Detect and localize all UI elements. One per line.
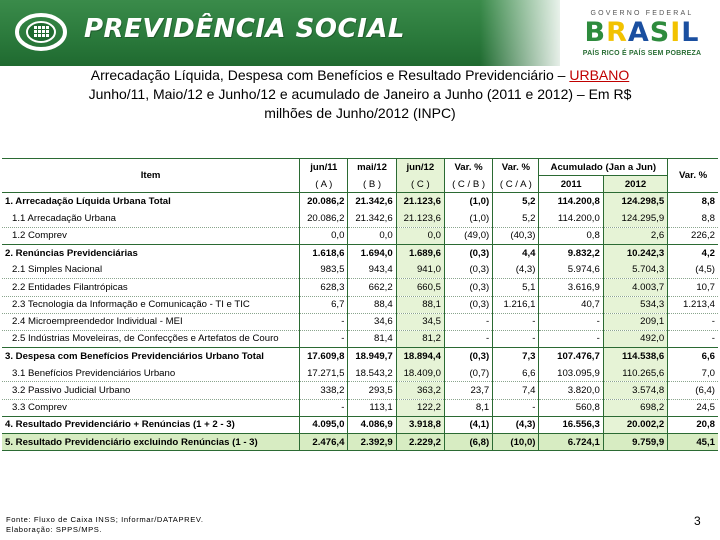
cell-c: 941,0 [396, 262, 444, 279]
brasil-letter: L [681, 17, 700, 48]
governo-federal-logo [572, 10, 712, 60]
col-header-var-cb: Var. % [444, 159, 492, 176]
cell-b: 34,6 [348, 313, 396, 330]
cell-ca: (4,3) [493, 262, 539, 279]
cell-a: - [300, 313, 348, 330]
cell-cb: (1,0) [444, 210, 492, 227]
cell-b: 1.694,0 [348, 244, 396, 261]
table-row [2, 416, 718, 433]
col-sub-b: ( B ) [348, 176, 396, 193]
cell-ca: (4,3) [493, 416, 539, 433]
cell-y12: 5.704,3 [603, 262, 667, 279]
col-sub-cb: ( C / B ) [444, 176, 492, 193]
table-row [2, 193, 718, 210]
cell-v: 226,2 [668, 227, 718, 244]
title-urbano: URBANO [569, 67, 630, 83]
cell-y12: 20.002,2 [603, 416, 667, 433]
cell-y11: 40,7 [539, 296, 603, 313]
cell-a: 0,0 [300, 227, 348, 244]
cell-ca: - [493, 330, 539, 347]
cell-y11: 560,8 [539, 399, 603, 416]
col-header-jun12: jun/12 [396, 159, 444, 176]
row-label: 2.2 Entidades Filantrópicas [2, 279, 300, 296]
brand-title: PREVIDÊNCIA SOCIAL [84, 14, 405, 44]
row-label: 2.1 Simples Nacional [2, 262, 300, 279]
row-label: 2. Renúncias Previdenciárias [2, 244, 300, 261]
cell-c: 18.409,0 [396, 365, 444, 382]
cell-y11: - [539, 313, 603, 330]
table-row [2, 296, 718, 313]
table-row [2, 399, 718, 416]
row-label: 1. Arrecadação Líquida Urbana Total [5, 196, 171, 208]
cell-v: (6,4) [668, 382, 718, 399]
cell-a: 4.095,0 [300, 416, 348, 433]
col-header-var-ca: Var. % [493, 159, 539, 176]
cell-v: 8,8 [668, 210, 718, 227]
cell-c: 21.123,6 [396, 193, 444, 210]
cell-v: 8,8 [668, 193, 718, 210]
title-line-1 [0, 66, 720, 85]
cell-ca: - [493, 399, 539, 416]
cell-cb: (0,7) [444, 365, 492, 382]
cell-a: 17.609,8 [300, 348, 348, 365]
cell-y12: 698,2 [603, 399, 667, 416]
cell-y11: 0,8 [539, 227, 603, 244]
cell-b: 21.342,6 [348, 210, 396, 227]
cell-cb: 8,1 [444, 399, 492, 416]
cell-v: 20,8 [668, 416, 718, 433]
cell-b: 18.543,2 [348, 365, 396, 382]
cell-y11: 3.616,9 [539, 279, 603, 296]
page-number: 3 [694, 514, 701, 528]
cell-ca: 7,3 [493, 348, 539, 365]
cell-b: 293,5 [348, 382, 396, 399]
cell-y11: - [539, 330, 603, 347]
table-row [2, 365, 718, 382]
brasil-letter: S [649, 17, 671, 48]
cell-c: 363,2 [396, 382, 444, 399]
cell-y12: 209,1 [603, 313, 667, 330]
cell-c: 2.229,2 [396, 434, 444, 451]
cell-a: 338,2 [300, 382, 348, 399]
cell-a: - [300, 399, 348, 416]
cell-cb: - [444, 330, 492, 347]
row-label: 2.4 Microempreendedor Individual - MEI [2, 313, 300, 330]
cell-ca: 4,4 [493, 244, 539, 261]
cell-a: 20.086,2 [300, 210, 348, 227]
col-header-acumulado: Acumulado (Jan a Jun) [539, 159, 668, 176]
cell-a: 628,3 [300, 279, 348, 296]
cell-ca: 5,2 [493, 210, 539, 227]
cell-v: 1.213,4 [668, 296, 718, 313]
cell-ca: 5,2 [493, 193, 539, 210]
cell-y12: 114.538,6 [603, 348, 667, 365]
cell-c: 88,1 [396, 296, 444, 313]
cell-y12: 4.003,7 [603, 279, 667, 296]
cell-b: 0,0 [348, 227, 396, 244]
cell-y11: 114.200,0 [539, 210, 603, 227]
cell-b: 943,4 [348, 262, 396, 279]
table-row [2, 348, 718, 365]
title-line-1-text: Arrecadação Líquida, Despesa com Benefícios e Resultado Previdenciário – [90, 67, 570, 83]
cell-y12: 9.759,9 [603, 434, 667, 451]
table-header-row [2, 159, 718, 176]
col-header-item: Item [2, 159, 300, 193]
cell-v: - [668, 313, 718, 330]
cell-y11: 6.724,1 [539, 434, 603, 451]
footer-notes [6, 515, 204, 535]
cell-y11: 103.095,9 [539, 365, 603, 382]
cell-c: 18.894,4 [396, 348, 444, 365]
table-row [2, 313, 718, 330]
col-sub-c: ( C ) [396, 176, 444, 193]
cell-y11: 9.832,2 [539, 244, 603, 261]
brasil-letter: A [627, 17, 650, 48]
cell-v: 7,0 [668, 365, 718, 382]
table-row [2, 434, 718, 451]
cell-v: 45,1 [668, 434, 718, 451]
col-sub-2011: 2011 [539, 176, 603, 193]
previdencia-logo-icon [14, 12, 68, 52]
gov-slogan: PAÍS RICO É PAÍS SEM POBREZA [582, 50, 702, 57]
brasil-letter: I [670, 17, 682, 48]
cell-b: 88,4 [348, 296, 396, 313]
cell-v: 24,5 [668, 399, 718, 416]
cell-v: 6,6 [668, 348, 718, 365]
row-label: 1.2 Comprev [2, 227, 300, 244]
row-label: 1.1 Arrecadação Urbana [2, 210, 300, 227]
page-title [0, 66, 720, 123]
cell-cb: (6,8) [444, 434, 492, 451]
cell-v: (4,5) [668, 262, 718, 279]
table-row [2, 244, 718, 261]
cell-ca: (10,0) [493, 434, 539, 451]
cell-c: 81,2 [396, 330, 444, 347]
col-header-var-acum: Var. % [668, 159, 718, 193]
brasil-letter: R [606, 17, 628, 48]
cell-cb: (49,0) [444, 227, 492, 244]
cell-c: 122,2 [396, 399, 444, 416]
title-line-3: milhões de Junho/2012 (INPC) [264, 105, 456, 121]
gov-top-label: GOVERNO FEDERAL [590, 10, 694, 17]
table-row [2, 262, 718, 279]
cell-cb: (0,3) [444, 262, 492, 279]
cell-y11: 107.476,7 [539, 348, 603, 365]
row-label: 3.1 Benefícios Previdenciários Urbano [2, 365, 300, 382]
cell-cb: (0,3) [444, 244, 492, 261]
cell-c: 0,0 [396, 227, 444, 244]
table-body [2, 193, 718, 451]
col-header-jun11: jun/11 [300, 159, 348, 176]
cell-a: 20.086,2 [300, 193, 348, 210]
cell-y12: 492,0 [603, 330, 667, 347]
cell-y12: 534,3 [603, 296, 667, 313]
cell-cb: - [444, 313, 492, 330]
cell-y12: 2,6 [603, 227, 667, 244]
row-label: 3. Despesa com Benefícios Previdenciários Urbano Total [2, 348, 300, 365]
cell-c: 660,5 [396, 279, 444, 296]
cell-cb: (0,3) [444, 279, 492, 296]
cell-a: 2.476,4 [300, 434, 348, 451]
cell-b: 81,4 [348, 330, 396, 347]
cell-c: 3.918,8 [396, 416, 444, 433]
brasil-wordmark [572, 18, 712, 48]
cell-c: 1.689,6 [396, 244, 444, 261]
cell-y11: 3.820,0 [539, 382, 603, 399]
table-row [2, 330, 718, 347]
banner-fade [480, 0, 570, 66]
cell-b: 4.086,9 [348, 416, 396, 433]
cell-b: 21.342,6 [348, 193, 396, 210]
cell-ca: 7,4 [493, 382, 539, 399]
cell-v: 10,7 [668, 279, 718, 296]
cell-c: 21.123,6 [396, 210, 444, 227]
col-sub-ca: ( C / A ) [493, 176, 539, 193]
cell-cb: (0,3) [444, 348, 492, 365]
row-label: 4. Resultado Previdenciário + Renúncias (1 + 2 - 3) [2, 416, 300, 433]
header-banner [0, 0, 720, 66]
cell-cb: (0,3) [444, 296, 492, 313]
footer-prepared: Elaboração: SPPS/MPS. [6, 525, 103, 534]
footer-source: Fonte: Fluxo de Caixa INSS; Informar/DATAPREV. [6, 515, 204, 524]
cell-b: 662,2 [348, 279, 396, 296]
row-label: 3.3 Comprev [2, 399, 300, 416]
cell-y12: 124.298,5 [603, 193, 667, 210]
cell-ca: (40,3) [493, 227, 539, 244]
cell-ca: 1.216,1 [493, 296, 539, 313]
cell-v: - [668, 330, 718, 347]
cell-y12: 3.574,8 [603, 382, 667, 399]
results-table [2, 158, 718, 451]
row-label: 3.2 Passivo Judicial Urbano [2, 382, 300, 399]
cell-v: 4,2 [668, 244, 718, 261]
cell-b: 2.392,9 [348, 434, 396, 451]
cell-cb: (1,0) [444, 193, 492, 210]
cell-y12: 110.265,6 [603, 365, 667, 382]
cell-b: 18.949,7 [348, 348, 396, 365]
cell-a: 6,7 [300, 296, 348, 313]
cell-ca: 6,6 [493, 365, 539, 382]
table-row [2, 227, 718, 244]
cell-a: 17.271,5 [300, 365, 348, 382]
col-sub-a: ( A ) [300, 176, 348, 193]
row-label: 2.5 Indústrias Moveleiras, de Confecções e Artefatos de Couro [2, 330, 300, 347]
cell-ca: - [493, 313, 539, 330]
cell-cb: (4,1) [444, 416, 492, 433]
cell-a: 983,5 [300, 262, 348, 279]
col-header-mai12: mai/12 [348, 159, 396, 176]
cell-y12: 10.242,3 [603, 244, 667, 261]
cell-y11: 16.556,3 [539, 416, 603, 433]
cell-a: 1.618,6 [300, 244, 348, 261]
cell-y12: 124.295,9 [603, 210, 667, 227]
cell-b: 113,1 [348, 399, 396, 416]
cell-y11: 114.200,8 [539, 193, 603, 210]
row-label: 5. Resultado Previdenciário excluindo Renúncias (1 - 3) [2, 434, 300, 451]
table-row [2, 210, 718, 227]
table-row [2, 279, 718, 296]
title-line-2: Junho/11, Maio/12 e Junho/12 e acumulado de Janeiro a Junho (2011 e 2012) – Em R$ [88, 86, 632, 102]
table-row [2, 382, 718, 399]
row-label: 2.3 Tecnologia da Informação e Comunicação - TI e TIC [2, 296, 300, 313]
col-sub-2012: 2012 [603, 176, 667, 193]
cell-ca: 5,1 [493, 279, 539, 296]
brasil-letter: B [584, 17, 607, 48]
cell-a: - [300, 330, 348, 347]
cell-y11: 5.974,6 [539, 262, 603, 279]
cell-c: 34,5 [396, 313, 444, 330]
cell-cb: 23,7 [444, 382, 492, 399]
